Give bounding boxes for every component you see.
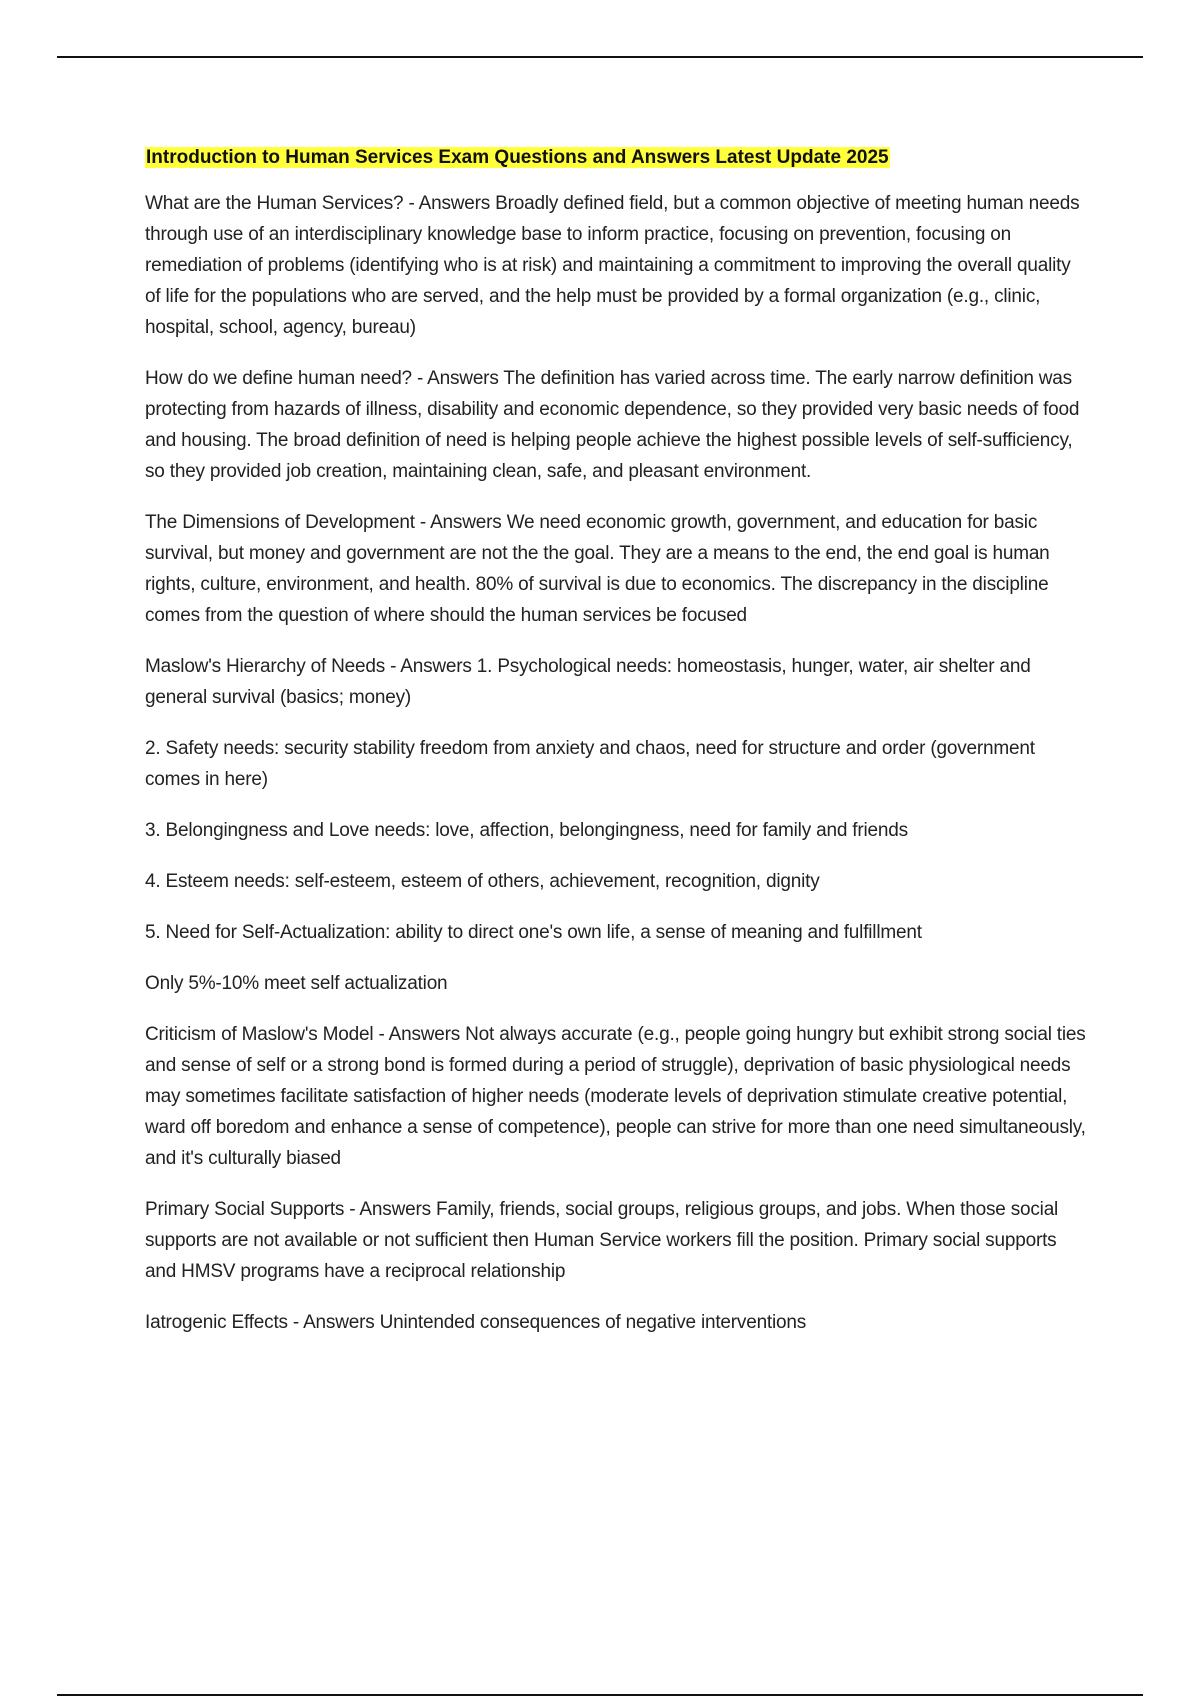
document-body [145,146,1090,1358]
paragraph-iatrogenic-effects: Iatrogenic Effects - Answers Unintended consequences of negative interventions [145,1312,807,1333]
paragraph-maslow-hierarchy: Maslow's Hierarchy of Needs - Answers 1. Psychological needs: homeostasis, hunger, water, air shelter and general survival (basics; money) [145,656,1031,708]
header-rule [57,56,1143,58]
title-block [145,146,1090,171]
paragraph-self-actualization: 5. Need for Self-Actualization: ability to direct one's own life, a sense of meaning and fulfillment [145,922,922,943]
paragraph-human-need: How do we define human need? - Answers The definition has varied across time. The early narrow definition was protecting from hazards of illness, disability and economic dependence, so they provided very basic needs of food and housing. The broad definition of need is helping people achieve the highest possible levels of self-sufficiency, so they provided job creation, maintaining clean, safe, and pleasant environment. [145,368,1080,482]
paragraph-maslow-criticism: Criticism of Maslow's Model - Answers Not always accurate (e.g., people going hungry but exhibit strong social ties and sense of self or a strong bond is formed during a period of struggle), deprivation of basic physiological needs may sometimes facilitate satisfaction of higher needs (moderate levels of deprivation stimulate creative potential, ward off boredom and enhance a sense of competence), people can strive for more than one need simultaneously, and it's culturally biased [145,1024,1086,1169]
footer-rule [57,1694,1143,1696]
document-title: Introduction to Human Services Exam Questions and Answers Latest Update 2025 [146,147,889,168]
paragraph-primary-social-supports: Primary Social Supports - Answers Family, friends, social groups, religious groups, and jobs. When those social supports are not available or not sufficient then Human Service workers fill the position. Primary social supports and HMSV programs have a reciprocal relationship [145,1199,1059,1282]
paragraph-self-actualization-rate: Only 5%-10% meet self actualization [145,973,448,994]
paragraph-belongingness-needs: 3. Belongingness and Love needs: love, affection, belongingness, need for family and friends [145,820,908,841]
paragraph-dimensions-of-development: The Dimensions of Development - Answers We need economic growth, government, and education for basic survival, but money and government are not the the goal. They are a means to the end, the end goal is human rights, culture, environment, and health. 80% of survival is due to economics. The discrepancy in the discipline comes from the question of where should the human services be focused [145,512,1050,626]
paragraph-safety-needs: 2. Safety needs: security stability freedom from anxiety and chaos, need for structure and order (government comes in here) [145,738,1035,790]
paragraph-human-services: What are the Human Services? - Answers Broadly defined field, but a common objective of meeting human needs through use of an interdisciplinary knowledge base to inform practice, focusing on prevention, focusing on remediation of problems (identifying who is at risk) and maintaining a commitment to improving the overall quality of life for the populations who are served, and the help must be provided by a formal organization (e.g., clinic, hospital, school, agency, bureau) [145,193,1080,338]
paragraph-esteem-needs: 4. Esteem needs: self-esteem, esteem of others, achievement, recognition, dignity [145,871,820,892]
